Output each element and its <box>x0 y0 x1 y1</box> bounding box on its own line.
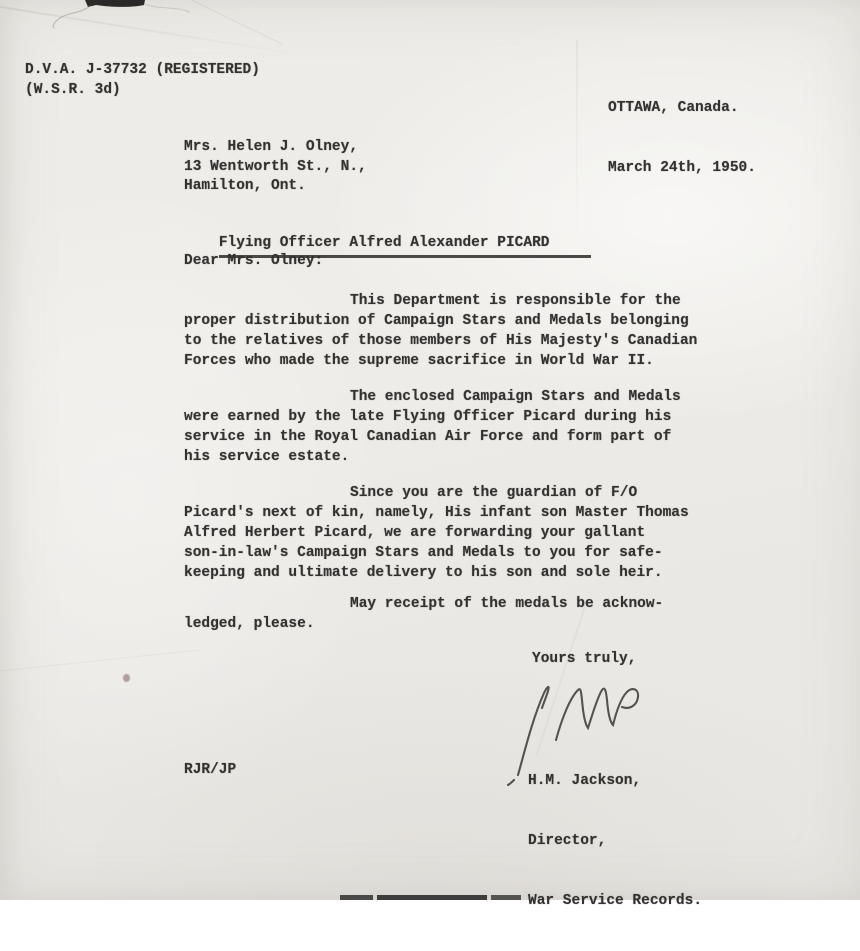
reference-line: (W.S.R. 3d) <box>25 82 121 98</box>
closing-phrase: Yours truly, <box>532 651 637 667</box>
ink-dot-artifact <box>123 674 130 682</box>
paper-crease <box>0 5 288 54</box>
body-text-line: Since you are the guardian of F/O <box>350 485 638 501</box>
typist-initials: RJR/JP <box>184 762 237 778</box>
body-paragraph-1 <box>184 291 750 371</box>
signature-block <box>528 731 702 951</box>
signer-title: Director, <box>528 833 607 849</box>
body-text-line: son-in-law's Campaign Stars and Medals to you for safe- <box>184 545 663 561</box>
body-text-line: ledged, please. <box>184 616 315 632</box>
place-line: OTTAWA, Canada. <box>608 100 739 116</box>
recipient-address-line: Hamilton, Ont. <box>184 178 306 194</box>
scan-artifact-bottom-bar <box>491 895 521 900</box>
body-text-line: This Department is responsible for the <box>350 293 681 309</box>
reference-number-block <box>25 60 260 100</box>
body-text-line: proper distribution of Campaign Stars and Medals belonging <box>184 313 689 329</box>
scan-artifact-bottom-bar <box>377 895 487 900</box>
reference-line: D.V.A. J-37732 (REGISTERED) <box>25 62 260 78</box>
signer-name: H.M. Jackson, <box>528 773 642 789</box>
body-paragraph-4 <box>184 594 750 634</box>
salutation: Dear Mrs. Olney: <box>184 253 324 269</box>
body-text-line: Picard's next of kin, namely, His infant son Master Thomas <box>184 505 689 521</box>
recipient-address-line: Mrs. Helen J. Olney, <box>184 139 359 155</box>
body-text-line: to the relatives of those members of His Majesty's Canadian <box>184 333 698 349</box>
body-paragraph-2 <box>184 387 750 467</box>
subject-text: Flying Officer Alfred Alexander PICARD <box>219 234 592 259</box>
body-text-line: Alfred Herbert Picard, we are forwarding your gallant <box>184 525 646 541</box>
body-text-line: service in the Royal Canadian Air Force and form part of <box>184 429 672 445</box>
scan-artifact-bottom-bar <box>340 895 373 900</box>
body-text-line: Forces who made the supreme sacrifice in World War II. <box>184 353 654 369</box>
body-text-line: May receipt of the medals be acknow- <box>350 596 664 612</box>
paper-crease <box>0 650 199 672</box>
body-text-line: were earned by the late Flying Officer Picard during his <box>184 409 672 425</box>
signer-department: War Service Records. <box>528 893 703 909</box>
date-line: March 24th, 1950. <box>608 160 756 176</box>
recipient-address-block <box>184 138 367 197</box>
body-text-line: his service estate. <box>184 449 350 465</box>
place-date-block <box>608 58 756 218</box>
body-paragraph-3 <box>184 483 750 583</box>
paper-crease <box>128 0 281 44</box>
recipient-address-line: 13 Wentworth St., N., <box>184 158 367 175</box>
body-text-line: keeping and ultimate delivery to his son and sole heir. <box>184 565 663 581</box>
body-text-line: The enclosed Campaign Stars and Medals <box>350 389 681 405</box>
scan-artifact-top-mark <box>50 0 230 40</box>
